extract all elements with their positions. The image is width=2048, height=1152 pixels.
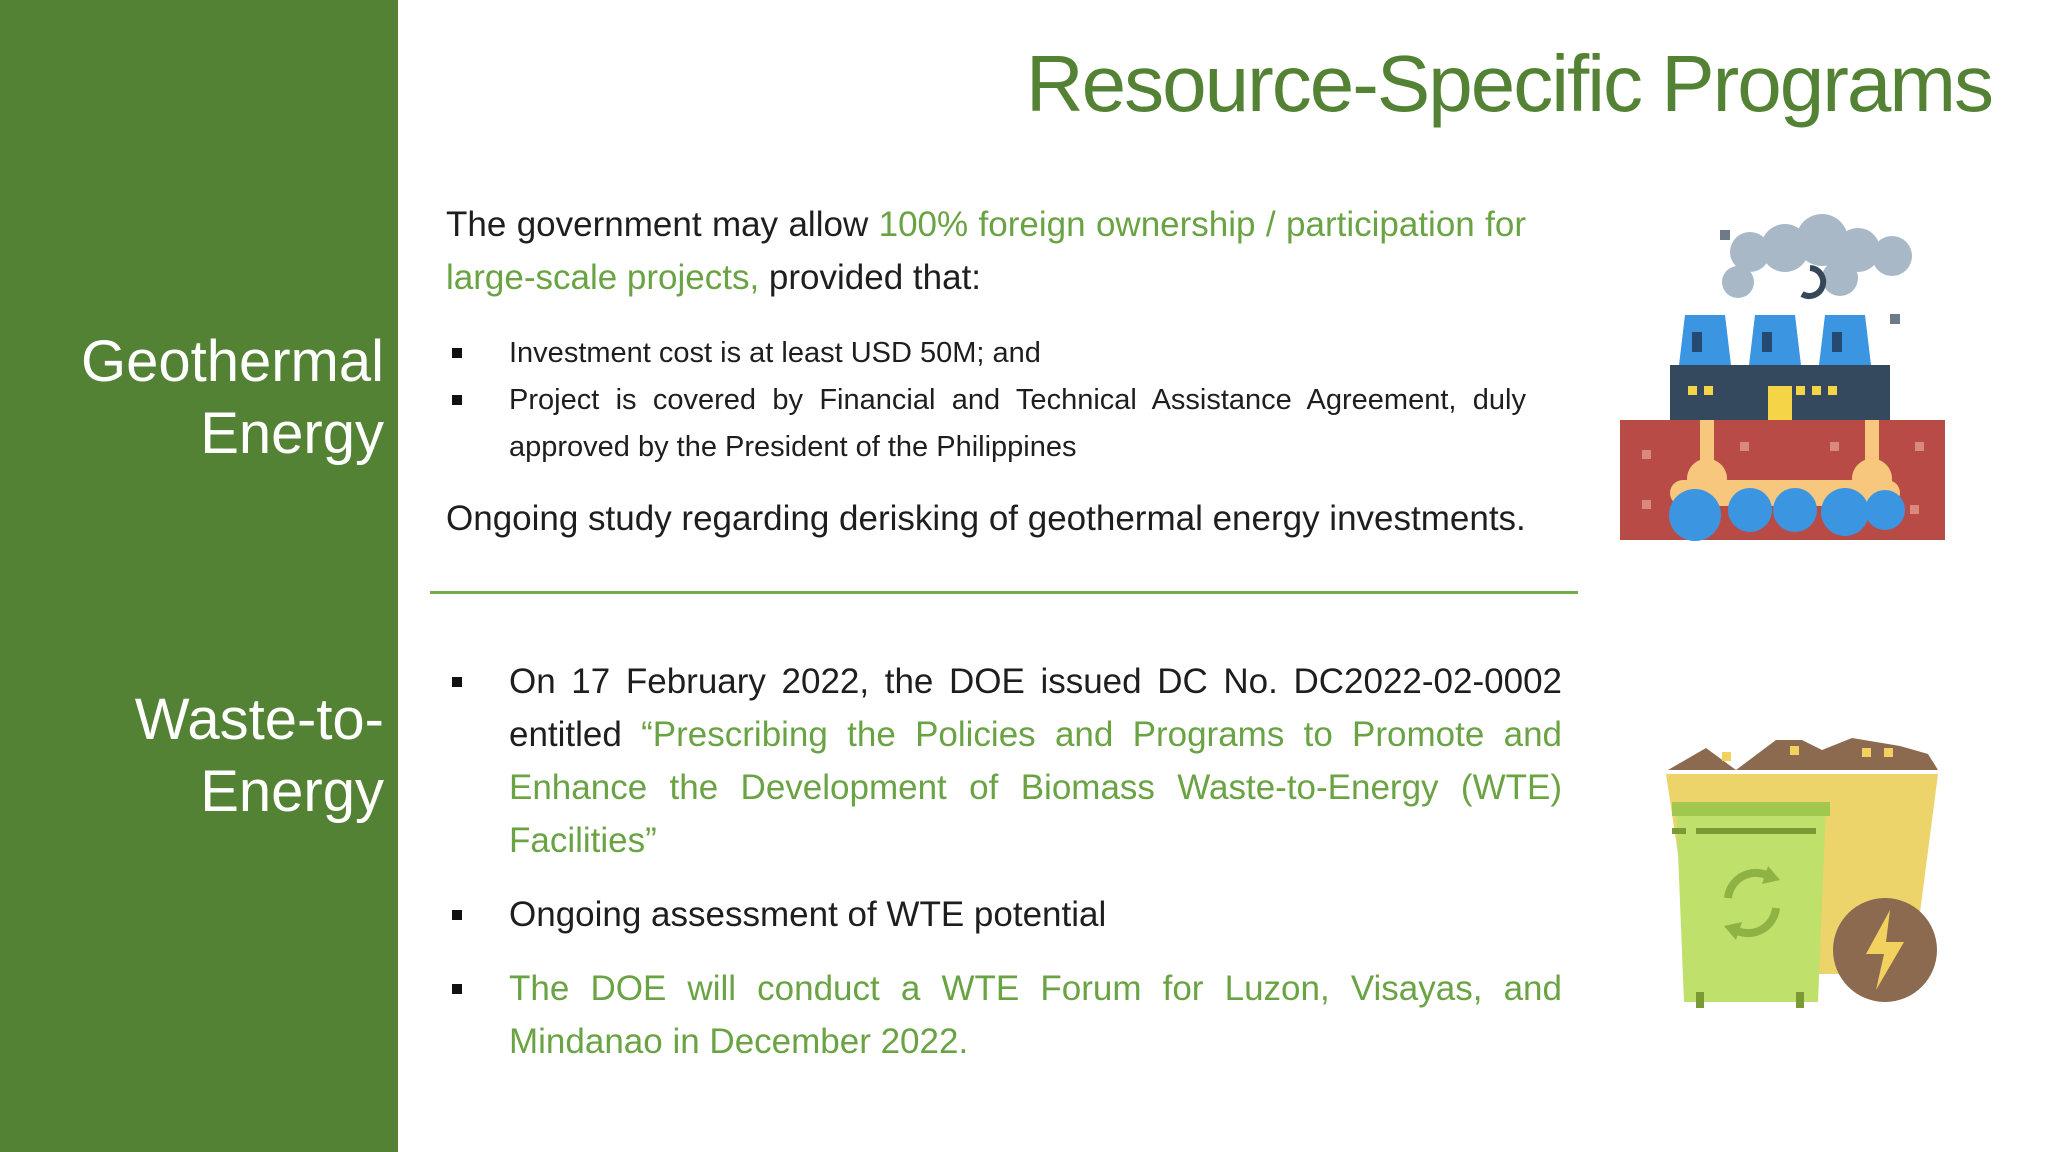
wte-section-label [135, 684, 384, 828]
geothermal-plant-icon [1600, 210, 1960, 560]
list-item [446, 377, 1526, 471]
geothermal-condition-text: Project is covered by Financial and Technical Assistance Agreement, duly approved by the President of the Philippines [509, 384, 1526, 463]
wte-bullet2-text: Ongoing assessment of WTE potential [509, 895, 1107, 934]
wte-bullet1-highlight: “Prescribing the Policies and Programs to Promote and Enhance the Development of Biomass Waste-to-Energy (WTE) Facilities” [509, 715, 1562, 860]
geothermal-intro-suffix: provided that: [759, 258, 982, 297]
square-bullet-icon [452, 984, 462, 994]
sidebar [0, 0, 398, 1152]
wte-list [446, 655, 1562, 1089]
geothermal-condition-text: Investment cost is at least USD 50M; and [509, 337, 1041, 369]
square-bullet-icon [452, 348, 462, 358]
geothermal-intro-highlight: 100% foreign ownership / participation for large-scale projects, [446, 205, 1526, 297]
list-item [446, 330, 1526, 377]
wte-label-line1: Waste-to- [134, 687, 384, 752]
wte-bullet3-text: The DOE will conduct a WTE Forum for Luzon, Visayas, and Mindanao in December 2022. [509, 969, 1562, 1061]
geothermal-label-line1: Geothermal [80, 329, 384, 394]
square-bullet-icon [452, 395, 462, 405]
wte-label-line2: Energy [200, 759, 384, 824]
geothermal-note: Ongoing study regarding derisking of geothermal energy investments. [446, 499, 1526, 538]
list-item [446, 655, 1562, 867]
slide-title: Resource-Specific Programs [1025, 39, 1992, 128]
waste-bin-energy-icon [1650, 710, 1970, 1010]
geothermal-conditions-list [446, 330, 1526, 471]
square-bullet-icon [452, 910, 462, 920]
section-divider [430, 591, 1578, 594]
list-item [446, 962, 1562, 1068]
square-bullet-icon [452, 677, 462, 687]
geothermal-section-label [81, 326, 384, 470]
geothermal-intro-prefix: The government may allow [446, 205, 879, 244]
geothermal-label-line2: Energy [200, 401, 384, 466]
wte-bullet1-prefix: On 17 February 2022, the DOE issued DC No. DC2022-02-0002 entitled [509, 662, 1562, 754]
geothermal-intro [446, 198, 1526, 304]
list-item [446, 888, 1562, 941]
